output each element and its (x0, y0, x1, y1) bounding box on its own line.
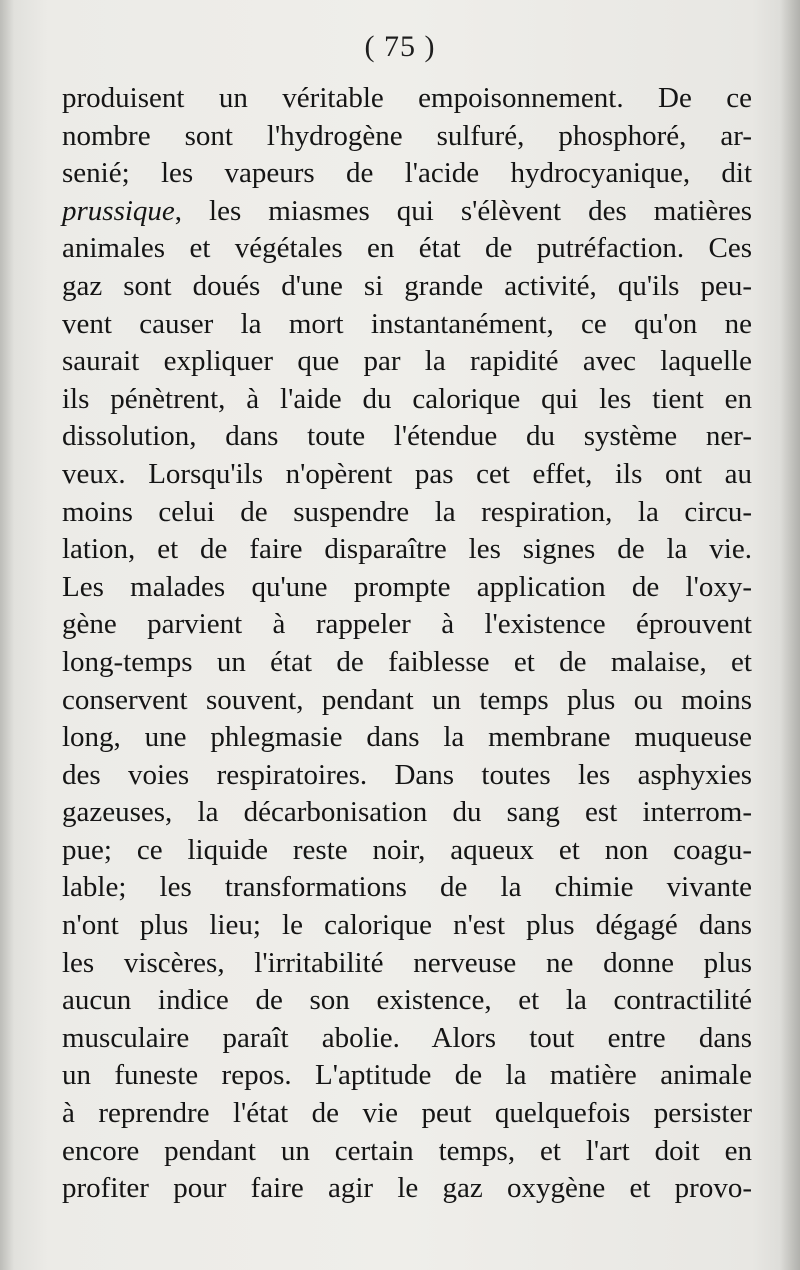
text-line: gène parvient à rappeler à l'existence éprouvent (62, 608, 752, 641)
page-edge-right (780, 0, 800, 1270)
text-line: ils pénètrent, à l'aide du calorique qui les tient en (62, 382, 752, 415)
text-line: Les malades qu'une prompte application de l'oxy- (62, 570, 752, 603)
text-line (62, 193, 752, 231)
text-line: long-temps un état de faiblesse et de malaise, et (62, 645, 752, 678)
text-line: senié; les vapeurs de l'acide hydrocyanique, dit (62, 157, 752, 190)
text-line: des voies respiratoires. Dans toutes les asphyxies (62, 758, 752, 791)
text-line: un funeste repos. L'aptitude de la matière animale (62, 1059, 752, 1092)
text-line: aucun indice de son existence, et la contractilité (62, 984, 752, 1017)
text-line: profiter pour faire agir le gaz oxygène et provo- (62, 1172, 752, 1205)
text-line: long, une phlegmasie dans la membrane muqueuse (62, 721, 752, 754)
text-line: les viscères, l'irritabilité nerveuse ne donne plus (62, 946, 752, 979)
text-line: conservent souvent, pendant un temps plus ou moins (62, 683, 752, 716)
text-line: à reprendre l'état de vie peut quelquefois persister (62, 1097, 752, 1130)
text-line: dissolution, dans toute l'étendue du système ner- (62, 420, 752, 453)
text-line: moins celui de suspendre la respiration, la circu- (62, 495, 752, 528)
italic-word: prussique (62, 194, 175, 227)
text-line: n'ont plus lieu; le calorique n'est plus dégagé dans (62, 909, 752, 942)
text-line-rest: , les miasmes qui s'élèvent des matières (174, 194, 752, 227)
text-line: encore pendant un certain temps, et l'art doit en (62, 1134, 752, 1167)
text-line: gazeuses, la décarbonisation du sang est interrom- (62, 796, 752, 829)
page-edge-left (0, 0, 14, 1270)
text-line: lable; les transformations de la chimie vivante (62, 871, 752, 904)
text-line: veux. Lorsqu'ils n'opèrent pas cet effet, ils ont au (62, 457, 752, 490)
text-line: pue; ce liquide reste noir, aqueux et non coagu- (62, 833, 752, 866)
text-line: saurait expliquer que par la rapidité avec laquelle (62, 345, 752, 378)
text-line: nombre sont l'hydrogène sulfuré, phosphoré, ar- (62, 119, 752, 152)
text-line: vent causer la mort instantanément, ce qu'on ne (62, 307, 752, 340)
body-text (62, 80, 752, 1208)
page-number: ( 75 ) (364, 30, 436, 63)
text-line: animales et végétales en état de putréfaction. Ces (62, 232, 752, 265)
text-line: produisent un véritable empoisonnement. De ce (62, 82, 752, 114)
text-line: lation, et de faire disparaître les signes de la vie. (62, 533, 752, 566)
text-line: musculaire paraît abolie. Alors tout entre dans (62, 1021, 752, 1054)
text-line: gaz sont doués d'une si grande activité, qu'ils peu- (62, 269, 752, 302)
